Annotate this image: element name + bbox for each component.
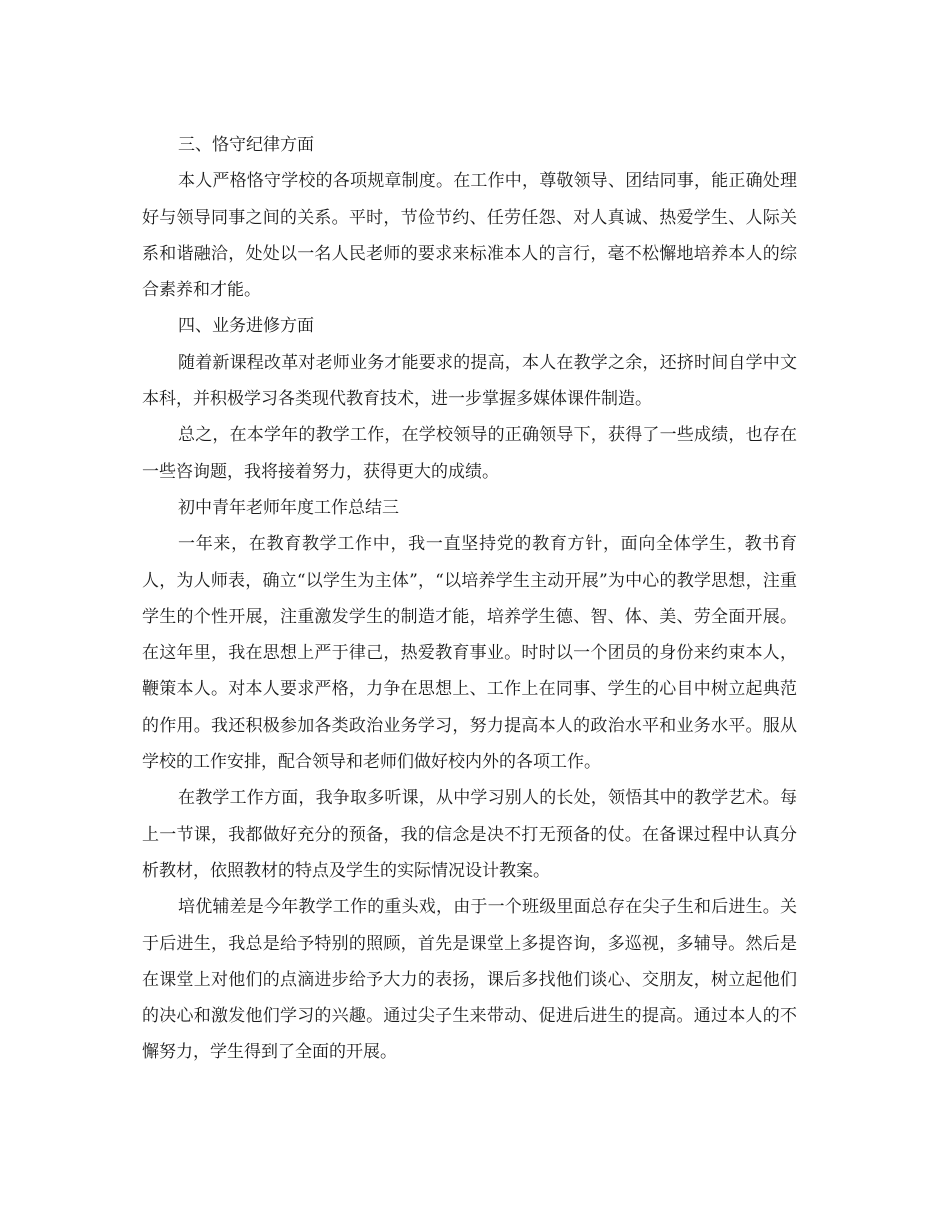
paragraph-tutoring: 培优辅差是今年教学工作的重头戏，由于一个班级里面总存在尖子生和后进生。关于后进生，我总是给予特别的照顾，首先是课堂上多提咨询，多巡视，多辅导。然后是在课堂上对他们的点滴进步给予大力的表扬，课后多找他们谈心、交朋友，树立起他们的决心和激发他们学习的兴趣。通过尖子生来带动、促进后进生的提高。通过本人的不懈努力，学生得到了全面的开展。 xyxy=(142,897,797,1063)
section-heading-discipline: 三、恪守纪律方面 xyxy=(178,135,314,155)
paragraph-conclusion: 总之，在本学年的教学工作，在学校领导的正确领导下，获得了一些成绩，也存在一些咨询题，我将接着努力，获得更大的成绩。 xyxy=(142,425,797,482)
document-body xyxy=(142,127,797,1071)
section-heading-professional-study: 四、业务进修方面 xyxy=(178,316,314,337)
paragraph-discipline: 本人严格恪守学校的各项规章制度。在工作中，尊敬领导、团结同事，能正确处理好与领导同事之间的关系。平时，节俭节约、任劳任怨、对人真诚、热爱学生、人际关系和谐融洽，处处以一名人民老师的要求来标准本人的言行，毫不松懈地培养本人的综合素养和才能。 xyxy=(142,171,797,301)
paragraph-year-overview: 一年来，在教育教学工作中，我一直坚持党的教育方针，面向全体学生，教书育人，为人师表，确立“以学生为主体”，“以培养学生主动开展”为中心的教学思想，注重学生的个性开展，注重激发学生的制造才能，培养学生德、智、体、美、劳全面开展。在这年里，我在思想上严于律己，热爱教育事业。时时以一个团员的身份来约束本人，鞭策本人。对本人要求严格，力争在思想上、工作上在同事、学生的心目中树立起典范的作用。我还积极参加各类政治业务学习，努力提高本人的政治水平和业务水平。服从学校的工作安排，配合领导和老师们做好校内外的各项工作。 xyxy=(142,534,797,773)
paragraph-professional-study: 随着新课程改革对老师业务才能要求的提高，本人在教学之余，还挤时间自学中文本科，并积极学习各类现代教育技术，进一步掌握多媒体课件制造。 xyxy=(142,352,797,410)
summary-title-three: 初中青年老师年度工作总结三 xyxy=(178,497,399,518)
paragraph-teaching-work: 在教学工作方面，我争取多听课，从中学习别人的长处，领悟其中的教学艺术。每上一节课，我都做好充分的预备，我的信念是决不打无预备的仗。在备课过程中认真分析教材，依照教材的特点及学生的实际情况设计教案。 xyxy=(142,788,797,881)
